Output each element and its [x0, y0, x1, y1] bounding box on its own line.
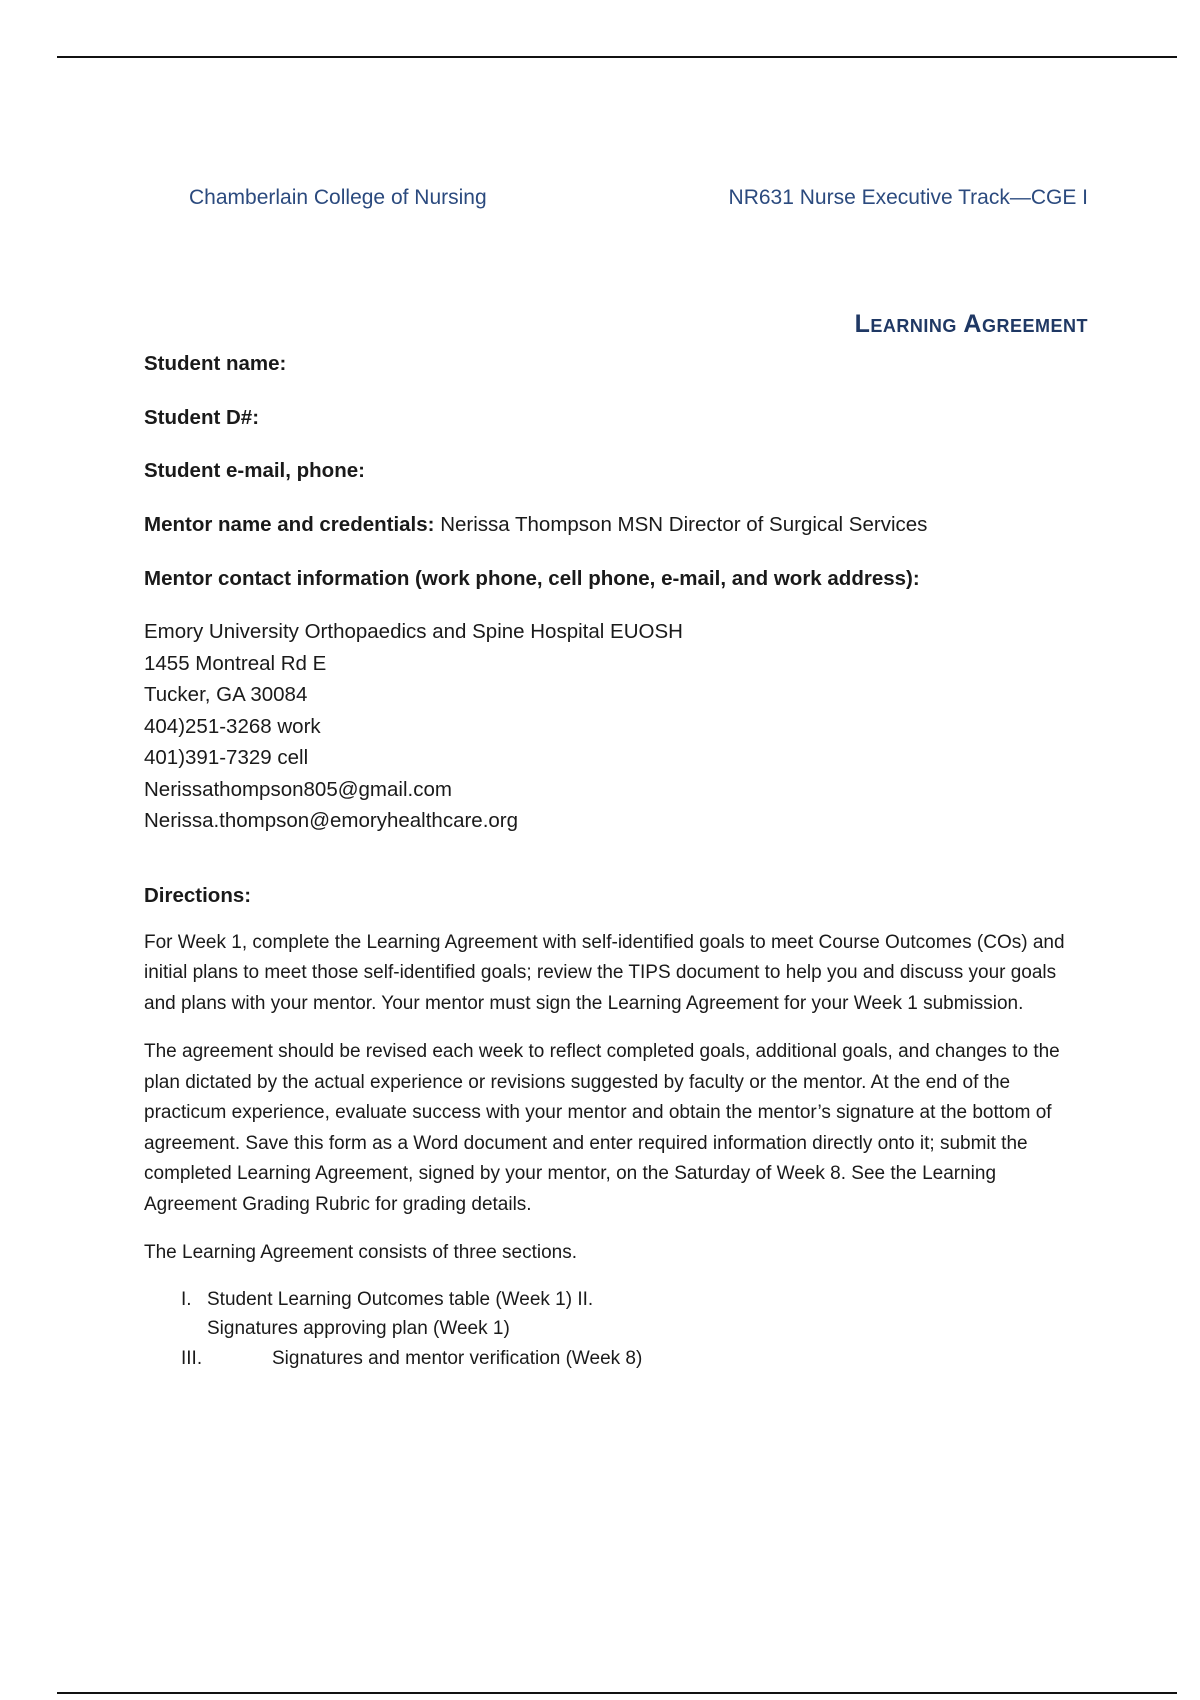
- mentor-contact-field: [144, 565, 1084, 593]
- document-title: [855, 310, 1088, 339]
- directions-heading: Directions:: [144, 883, 252, 907]
- course-name: NR631 Nurse Executive Track—CGE I: [728, 186, 1088, 209]
- student-email-label: Student e-mail, phone:: [144, 459, 365, 483]
- mentor-name-label: Mentor name and credentials:: [144, 513, 435, 537]
- mentor-contact-label: Mentor contact information (work phone, cell phone, e-mail, and work address):: [144, 566, 920, 590]
- contact-line: Emory University Orthopaedics and Spine Hospital EUOSH: [144, 620, 683, 644]
- list-item-text: Signatures and mentor verification (Week 8): [272, 1347, 643, 1369]
- list-item: [144, 1344, 1084, 1374]
- mentor-name-field: [144, 511, 1084, 539]
- list-item-continuation: [144, 1314, 1084, 1344]
- directions-paragraph: The agreement should be revised each week to reflect completed goals, additional goals, and changes to the plan dictated by the actual experience or revisions suggested by faculty or the mentor. At the end of the practicum experience, evaluate success with your mentor and obtain the mentor’s signature at the bottom of agreement. Save this form as a Word document and enter required information directly onto it; submit the completed Learning Agreement, signed by your mentor, on the Saturday of Week 8. See the Learning Agreement Grading Rubric for grading details.: [144, 1041, 1060, 1215]
- sections-list: [144, 1285, 1084, 1374]
- bottom-rule: [57, 1692, 1177, 1694]
- student-name-field: [144, 350, 1084, 378]
- list-item-number: I.: [181, 1288, 192, 1310]
- directions-paragraph: For Week 1, complete the Learning Agreement with self-identified goals to meet Course Outcomes (COs) and initial plans to meet those self-identified goals; review the TIPS document to help you and discuss your goals and plans with your mentor. Your mentor must sign the Learning Agreement for your Week 1 submission.: [144, 931, 1065, 1014]
- mentor-contact-block: [144, 616, 1084, 837]
- student-d-field: [144, 404, 1084, 432]
- contact-line: Nerissathompson805@gmail.com: [144, 777, 452, 801]
- contact-line: Tucker, GA 30084: [144, 683, 308, 707]
- contact-line: 401)391-7329 cell: [144, 746, 309, 770]
- mentor-name-value: Nerissa Thompson MSN Director of Surgical Services: [440, 513, 928, 537]
- student-name-label: Student name:: [144, 352, 287, 375]
- top-rule: [57, 56, 1177, 58]
- directions-paragraph: The Learning Agreement consists of three sections.: [144, 1242, 578, 1264]
- list-item-text: Signatures approving plan (Week 1): [207, 1318, 510, 1340]
- list-item-text: Student Learning Outcomes table (Week 1) II.: [207, 1288, 594, 1310]
- student-d-label: Student D#:: [144, 405, 260, 429]
- list-item-number: III.: [181, 1347, 203, 1369]
- contact-line: 404)251-3268 work: [144, 714, 321, 738]
- list-item: [144, 1285, 1084, 1315]
- document-title-text: Learning Agreement: [854, 310, 1088, 338]
- document-body: [144, 350, 1084, 1373]
- institution-name: Chamberlain College of Nursing: [189, 186, 487, 209]
- contact-line: 1455 Montreal Rd E: [144, 651, 327, 675]
- student-email-field: [144, 457, 1084, 485]
- contact-line: Nerissa.thompson@emoryhealthcare.org: [144, 809, 519, 833]
